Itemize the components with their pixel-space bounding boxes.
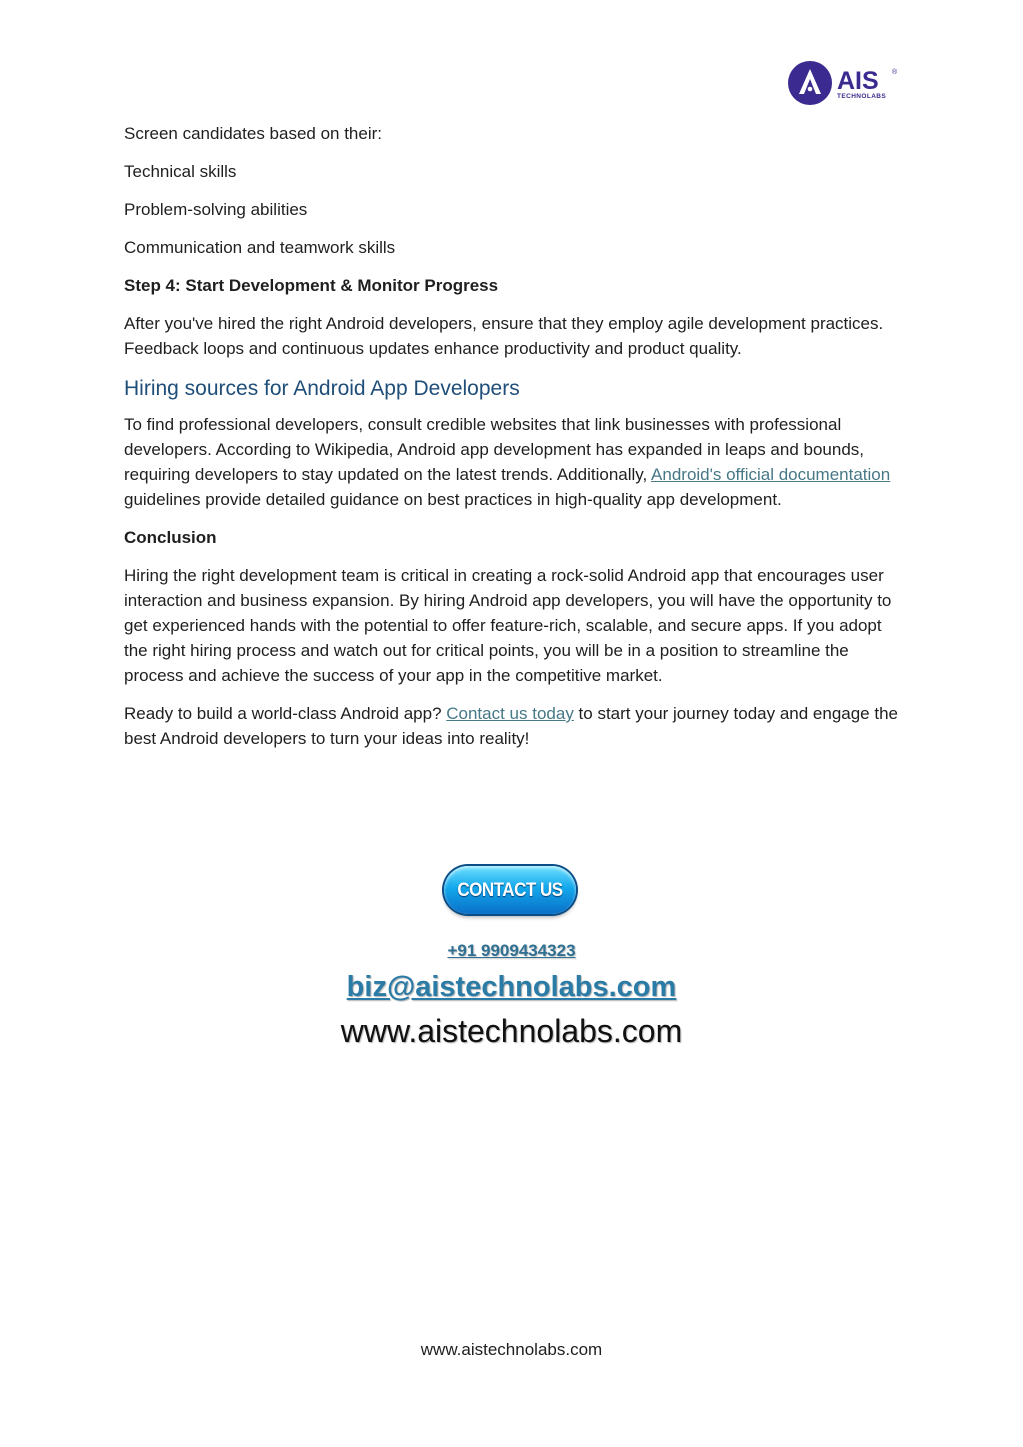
step4-heading: Step 4: Start Development & Monitor Progress	[124, 276, 499, 295]
android-docs-link[interactable]: Android's official documentation	[651, 465, 891, 484]
cta-text-1: Ready to build a world-class Android app?	[124, 704, 447, 723]
contact-us-button[interactable]	[444, 866, 576, 914]
email-link[interactable]: biz@aistechnolabs.com	[346, 971, 677, 1003]
skill-item-communication: Communication and teamwork skills	[124, 238, 396, 257]
sources-text-2: guidelines provide detailed guidance on best practices in high-quality app development.	[124, 490, 782, 509]
sources-heading: Hiring sources for Android App Developers	[124, 377, 520, 400]
company-logo	[787, 58, 907, 108]
sources-paragraph	[124, 412, 904, 512]
ais-logo-icon	[787, 58, 907, 108]
conclusion-paragraph: Hiring the right development team is critical in creating a rock-solid Android app that encourages user interaction and business expansion. By hiring Android app developers, you will have the opportunity to get experienced hands with the potential to offer feature-rich, scalable, and secure apps. If you adopt the right hiring process and watch out for critical points, you will be in a position to streamline the process and achieve the success of your app in the competitive market.	[124, 566, 892, 685]
screen-intro: Screen candidates based on their:	[124, 124, 383, 143]
email-address	[0, 968, 1023, 1006]
cta-text-2: to start your journey today and engage the best Android developers to turn your ideas into reality!	[124, 704, 898, 748]
cta-paragraph	[124, 701, 904, 751]
skill-item-technical: Technical skills	[124, 162, 237, 181]
logo-sub-text: TECHNOLABS	[837, 93, 887, 100]
website-url[interactable]: www.aistechnolabs.com	[340, 1013, 683, 1049]
document-body	[124, 121, 904, 764]
sources-text-1: To find professional developers, consult credible websites that link businesses with professional developers. According to Wikipedia, Android app development has expanded in leaps and bounds, requiring developers to stay updated on the latest trends. Additionally,	[124, 415, 865, 484]
phone-link[interactable]: +91 9909434323	[447, 941, 576, 960]
contact-us-button-label: CONTACT US	[457, 878, 563, 901]
step4-paragraph: After you've hired the right Android developers, ensure that they employ agile development practices. Feedback loops and continuous updates enhance productivity and product quality.	[124, 314, 884, 358]
footer-website: www.aistechnolabs.com	[420, 1340, 603, 1359]
logo-brand-text: AIS	[837, 67, 879, 95]
logo-registered-mark: ®	[892, 69, 898, 76]
conclusion-heading: Conclusion	[124, 528, 217, 547]
skill-item-problem-solving: Problem-solving abilities	[124, 200, 308, 219]
contact-us-link[interactable]: Contact us today	[446, 704, 574, 723]
phone-number	[0, 941, 1023, 961]
